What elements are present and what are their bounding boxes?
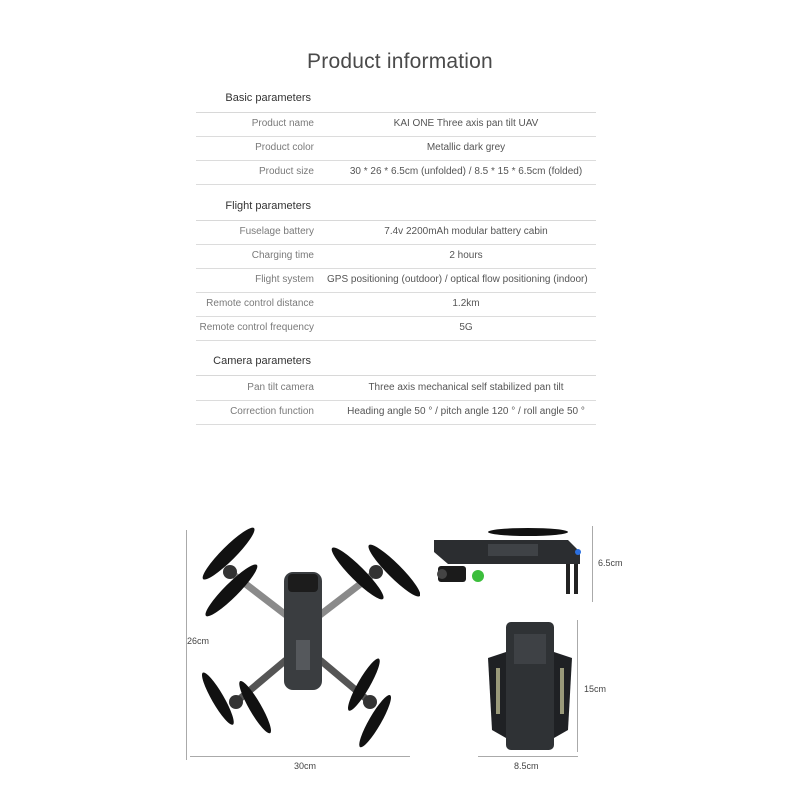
spec-row-pan-tilt-camera: Pan tilt camera Three axis mechanical self stabilized pan tilt bbox=[196, 377, 596, 401]
spec-row-correction-function: Correction function Heading angle 50 ° / pitch angle 120 ° / roll angle 50 ° bbox=[196, 401, 596, 425]
dimension-label-unfolded-width: 30cm bbox=[294, 761, 317, 771]
section-heading-flight: Flight parameters bbox=[196, 198, 596, 221]
dimension-label-folded-width: 8.5cm bbox=[514, 761, 539, 771]
spec-row-remote-distance: Remote control distance 1.2km bbox=[196, 293, 596, 317]
dimension-label-height: 6.5cm bbox=[598, 558, 623, 568]
page-title: Product information bbox=[307, 50, 493, 73]
drone-side-view-image bbox=[428, 522, 588, 602]
dimension-line-folded-length bbox=[577, 620, 578, 752]
spec-row-fuselage-battery: Fuselage battery 7.4v 2200mAh modular battery cabin bbox=[196, 221, 596, 245]
drone-top-view-image bbox=[186, 520, 420, 760]
section-heading-basic: Basic parameters bbox=[196, 90, 596, 113]
dimension-line-folded-width bbox=[478, 756, 578, 757]
dimension-line-horizontal bbox=[190, 756, 410, 757]
dimension-label-unfolded-length: 26cm bbox=[187, 636, 210, 646]
spec-row-flight-system: Flight system GPS positioning (outdoor) / optical flow positioning (indoor) bbox=[196, 269, 596, 293]
spec-row-charging-time: Charging time 2 hours bbox=[196, 245, 596, 269]
spec-row-product-size: Product size 30 * 26 * 6.5cm (unfolded) / 8.5 * 15 * 6.5cm (folded) bbox=[196, 161, 596, 185]
drone-folded-view-image bbox=[484, 618, 576, 754]
spec-row-product-color: Product color Metallic dark grey bbox=[196, 137, 596, 161]
dimension-line-height bbox=[592, 526, 593, 602]
section-heading-camera: Camera parameters bbox=[196, 353, 596, 376]
spec-row-remote-frequency: Remote control frequency 5G bbox=[196, 317, 596, 341]
spec-row-product-name: Product name KAI ONE Three axis pan tilt UAV bbox=[196, 113, 596, 137]
dimension-label-folded-length: 15cm bbox=[584, 684, 607, 694]
